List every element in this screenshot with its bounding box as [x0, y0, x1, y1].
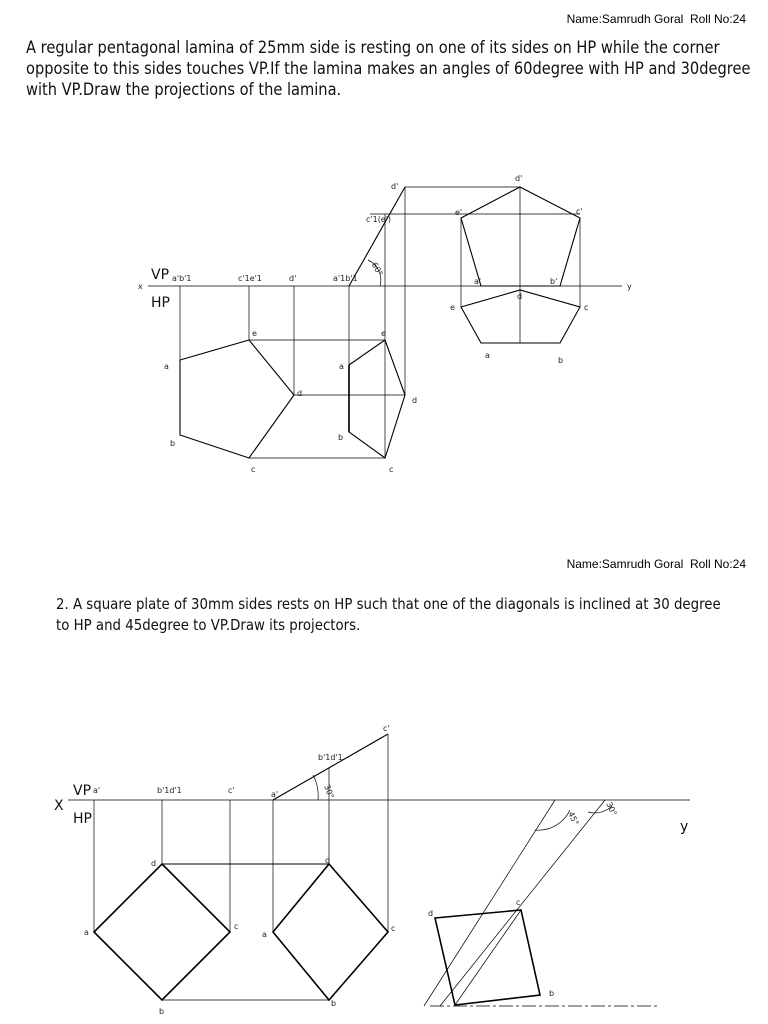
label-b-1: b — [170, 439, 176, 448]
label-a-1: a — [164, 362, 169, 371]
label-b-final: b — [558, 356, 564, 365]
top-view-square-3 — [435, 910, 540, 1005]
label-c-mid: c — [391, 924, 396, 933]
label-d1: d' — [289, 274, 297, 283]
header-name-roll-2: Name:Samrudh Goral Roll No:24 — [566, 557, 746, 571]
label-d-mid: d — [325, 856, 331, 865]
angle-30-right-label: 30° — [604, 800, 619, 818]
hp-label: HP — [151, 295, 170, 311]
label-a1b1: a'b'1 — [172, 274, 192, 283]
label-d-right: d — [428, 909, 434, 918]
angle-30-label: 30° — [322, 783, 336, 800]
label-c1e1: c'1e'1 — [238, 274, 262, 283]
y-label: y — [627, 282, 632, 291]
header-name-roll: Name:Samrudh Goral Roll No:24 — [566, 12, 746, 26]
label-b1-final: b' — [550, 277, 558, 286]
label-e-final: e — [450, 303, 455, 312]
vp-label-2: VP — [73, 783, 92, 799]
label-a1-final: a' — [474, 277, 482, 286]
label-a1-second-2: a' — [271, 790, 279, 799]
label-b1d1-2: b'1d'1 — [157, 786, 182, 795]
question-1-line-2: opposite to this sides touches VP.If the lamina makes an angles of 60degree with HP and 30degree — [26, 59, 751, 79]
top-view-square-1 — [94, 864, 230, 1000]
angle-45-label: 45° — [566, 810, 581, 827]
x-label: x — [138, 282, 143, 291]
label-a-2: a — [339, 362, 344, 371]
label-d-1: d — [297, 389, 303, 398]
label-b-right: b — [549, 989, 555, 998]
label-c-1: c — [251, 465, 256, 474]
label-d1-top: d' — [391, 182, 399, 191]
label-b-mid: b — [331, 999, 337, 1008]
label-c1e1-top: c'1(e') — [366, 215, 392, 224]
vp-label: VP — [151, 267, 170, 283]
label-d-2: d — [412, 396, 418, 405]
label-b-left: b — [159, 1007, 165, 1016]
label-c1-top: c' — [383, 724, 390, 733]
label-c1-2: c' — [228, 786, 235, 795]
x-label-2: X — [54, 798, 64, 814]
label-e1-final: e' — [455, 208, 463, 217]
label-e-1: e — [252, 329, 257, 338]
label-a-left: a — [84, 928, 89, 937]
label-c-2: c — [389, 465, 394, 474]
label-b1d1-top: b'1d'1 — [318, 753, 343, 762]
hp-label-2: HP — [73, 811, 92, 827]
label-c-left: c — [234, 922, 239, 931]
question-1-line-1: A regular pentagonal lamina of 25mm side is resting on one of its sides on HP while the corner — [26, 38, 720, 58]
y-label-2: y — [680, 819, 689, 835]
label-b-2: b — [338, 433, 344, 442]
angle-arc-30 — [313, 775, 318, 800]
label-e-2: e — [381, 329, 386, 338]
label-d1-final: d' — [515, 174, 523, 183]
label-d-final: d — [517, 292, 523, 301]
label-c-right: c — [516, 898, 521, 907]
label-a1b1-second: a'1b'1 — [333, 274, 358, 283]
label-c1-final: c' — [576, 207, 583, 216]
angle-60-label: 60° — [369, 260, 385, 278]
construction-line-30 — [440, 800, 605, 1006]
label-c-final: c — [584, 303, 589, 312]
top-view-square-2 — [273, 864, 388, 1000]
label-d-left: d — [151, 859, 157, 868]
square-3-diagonal — [455, 910, 521, 1005]
label-a-final: a — [485, 351, 490, 360]
angle-arc-45 — [535, 810, 570, 830]
question-1-line-3: with VP.Draw the projections of the lamina. — [26, 80, 342, 100]
question-2-line-1: 2. A square plate of 30mm sides rests on HP such that one of the diagonals is inclined at 30 degree — [56, 595, 721, 613]
question-2-line-2: to HP and 45degree to VP.Draw its projectors. — [56, 616, 361, 634]
label-a-mid: a — [262, 930, 267, 939]
label-a1-2: a' — [93, 786, 101, 795]
